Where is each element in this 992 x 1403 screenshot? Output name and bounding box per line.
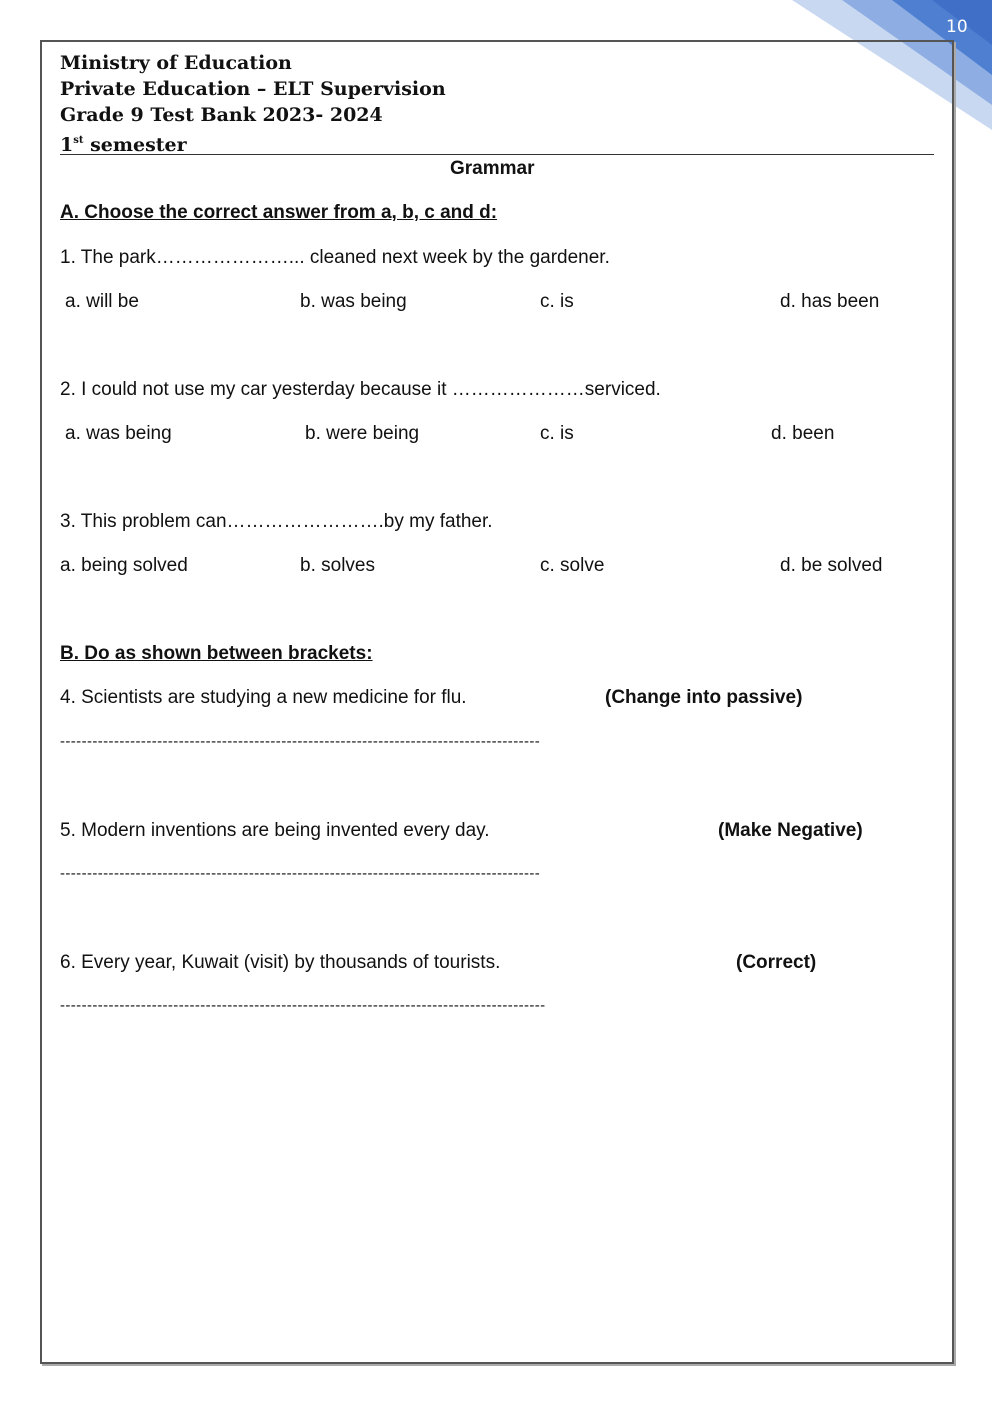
header-divider — [60, 154, 934, 155]
question-3-stem: 3. This problem can…………………….by my father. — [60, 511, 493, 532]
question-3-option-a: a. being solved — [60, 555, 188, 576]
question-1-option-d: d. has been — [780, 291, 880, 312]
item-5-answer-line[interactable]: ----------------------------------------------------------------------------------------- — [60, 865, 541, 882]
item-6-answer-line[interactable]: ------------------------------------------------------------------------------------------ — [60, 997, 546, 1014]
item-6-text: 6. Every year, Kuwait (visit) by thousands of tourists. — [60, 952, 501, 973]
document-header — [60, 50, 446, 158]
question-1-option-b: b. was being — [300, 291, 407, 312]
question-1-stem: 1. The park…………………... cleaned next week by the gardener. — [60, 247, 610, 268]
item-4-text: 4. Scientists are studying a new medicine for flu. — [60, 687, 467, 708]
item-4-answer-line[interactable]: ----------------------------------------------------------------------------------------- — [60, 733, 541, 750]
question-3-option-c: c. solve — [540, 555, 605, 576]
question-2-option-b: b. were being — [305, 423, 420, 444]
question-2-option-a: a. was being — [65, 423, 172, 444]
question-1-option-c: c. is — [540, 291, 574, 312]
header-semester: 1st semester — [60, 134, 187, 156]
header-ministry: Ministry of Education — [60, 52, 292, 74]
part-a-heading: A. Choose the correct answer from a, b, c and d: — [60, 202, 498, 223]
header-department: Private Education – ELT Supervision — [60, 78, 446, 100]
section-title: Grammar — [450, 158, 535, 179]
question-3-option-d: d. be solved — [780, 555, 883, 576]
question-2-stem: 2. I could not use my car yesterday because it …………………serviced. — [60, 379, 661, 400]
question-2-option-c: c. is — [540, 423, 574, 444]
item-5-instruction: (Make Negative) — [718, 820, 863, 841]
item-6-instruction: (Correct) — [736, 952, 817, 973]
question-3-option-b: b. solves — [300, 555, 375, 576]
question-1-option-a: a. will be — [65, 291, 139, 312]
part-b-heading: B. Do as shown between brackets: — [60, 643, 373, 664]
item-4-instruction: (Change into passive) — [605, 687, 803, 708]
question-2-option-d: d. been — [771, 423, 835, 444]
page-number: 10 — [946, 17, 968, 37]
header-test-bank: Grade 9 Test Bank 2023- 2024 — [60, 104, 383, 126]
item-5-text: 5. Modern inventions are being invented every day. — [60, 820, 490, 841]
